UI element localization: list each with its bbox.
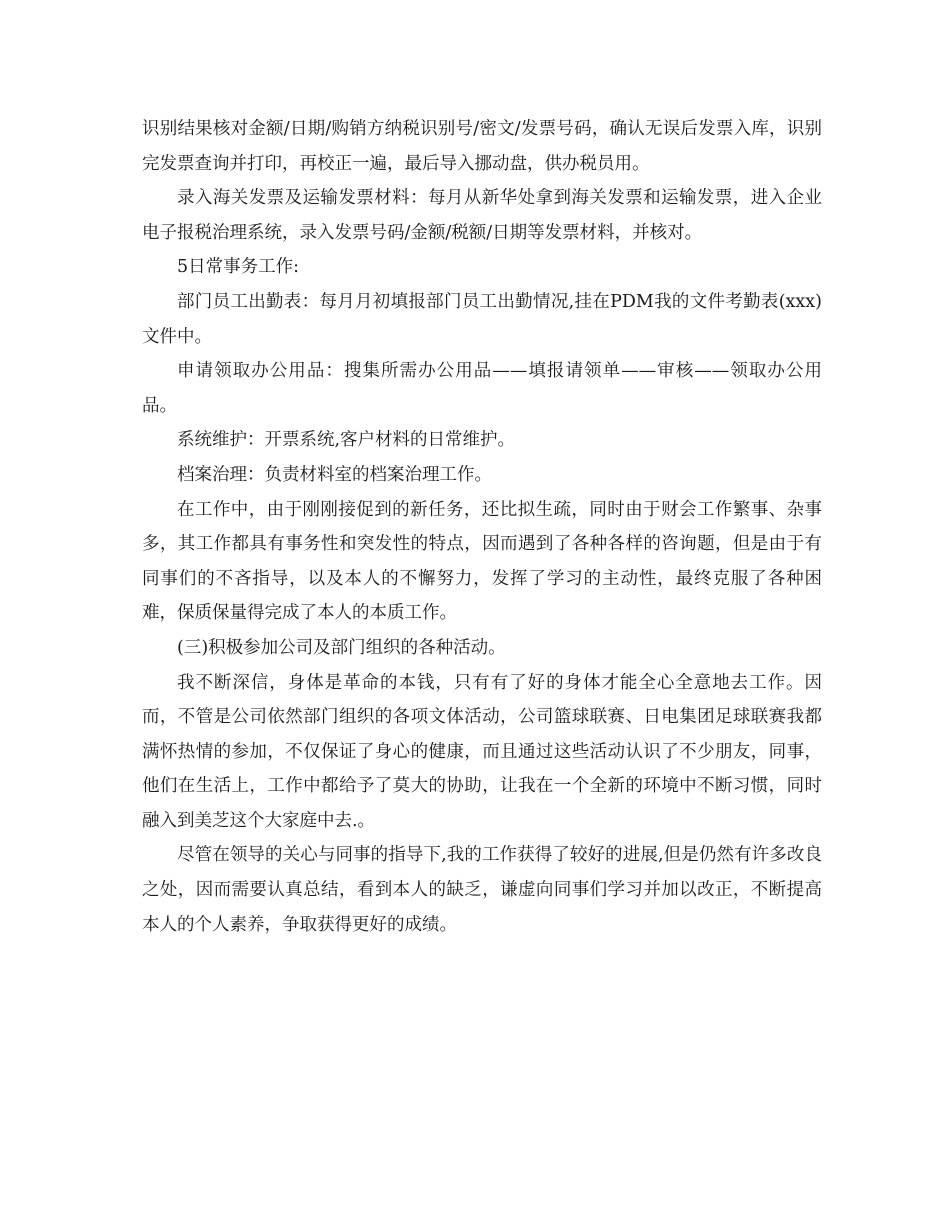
paragraph-invoice-verification: 识别结果核对金额/日期/购销方纳税识别号/密文/发票号码，确认无误后发票入库，识别完发票查询并打印，再校正一遍，最后导入挪动盘，供办税员用。 (142, 119, 822, 174)
paragraph-office-supplies: 申请领取办公用品：搜集所需办公用品——填报请领单——审核——领取办公用品。 (142, 361, 822, 416)
section-heading-daily-affairs: 5日常事务工作: (177, 257, 300, 278)
section-heading-activities: (三)积极参加公司及部门组织的各种活动。 (177, 637, 506, 658)
paragraph-work-summary: 在工作中，由于刚刚接促到的新任务，还比拟生疏，同时由于财会工作繁事、杂事多，其工作都具有事务性和突发性的特点，因而遇到了各种各样的咨询题，但是由于有同事们的不吝指导，以及本人的不懈努力，发挥了学习的主动性，最终克服了各种困难，保质保量得完成了本人的本质工作。 (142, 499, 822, 624)
paragraph-system-maintenance: 系统维护：开票系统,客户材料的日常维护。 (177, 430, 516, 451)
document-body (142, 112, 822, 942)
paragraph-attendance: 部门员工出勤表：每月月初填报部门员工出勤情况,挂在PDM我的文件考勤表(xxx)文件中。 (142, 291, 822, 347)
paragraph-conclusion: 尽管在领导的关心与同事的指导下,我的工作获得了较好的进展,但是仍然有许多改良之处，因而需要认真总结，看到本人的缺乏，谦虚向同事们学习并加以改正，不断提高本人的个人素养，争取获得更好的成绩。 (142, 845, 822, 935)
paragraph-activities: 我不断深信，身体是革命的本钱，只有有了好的身体才能全心全意地去工作。因而，不管是公司依然部门组织的各项文体活动，公司篮球联赛、日电集团足球联赛我都满怀热情的参加，不仅保证了身心的健康，而且通过这些活动认识了不少朋友，同事，他们在生活上，工作中都给予了莫大的协助，让我在一个全新的环境中不断习惯，同时融入到美芝这个大家庭中去.。 (142, 672, 822, 831)
paragraph-archive-management: 档案治理：负责材料室的档案治理工作。 (177, 464, 492, 485)
paragraph-customs-invoice: 录入海关发票及运输发票材料：每月从新华处拿到海关发票和运输发票，进入企业电子报税治理系统，录入发票号码/金额/税额/日期等发票材料，并核对。 (142, 188, 822, 243)
